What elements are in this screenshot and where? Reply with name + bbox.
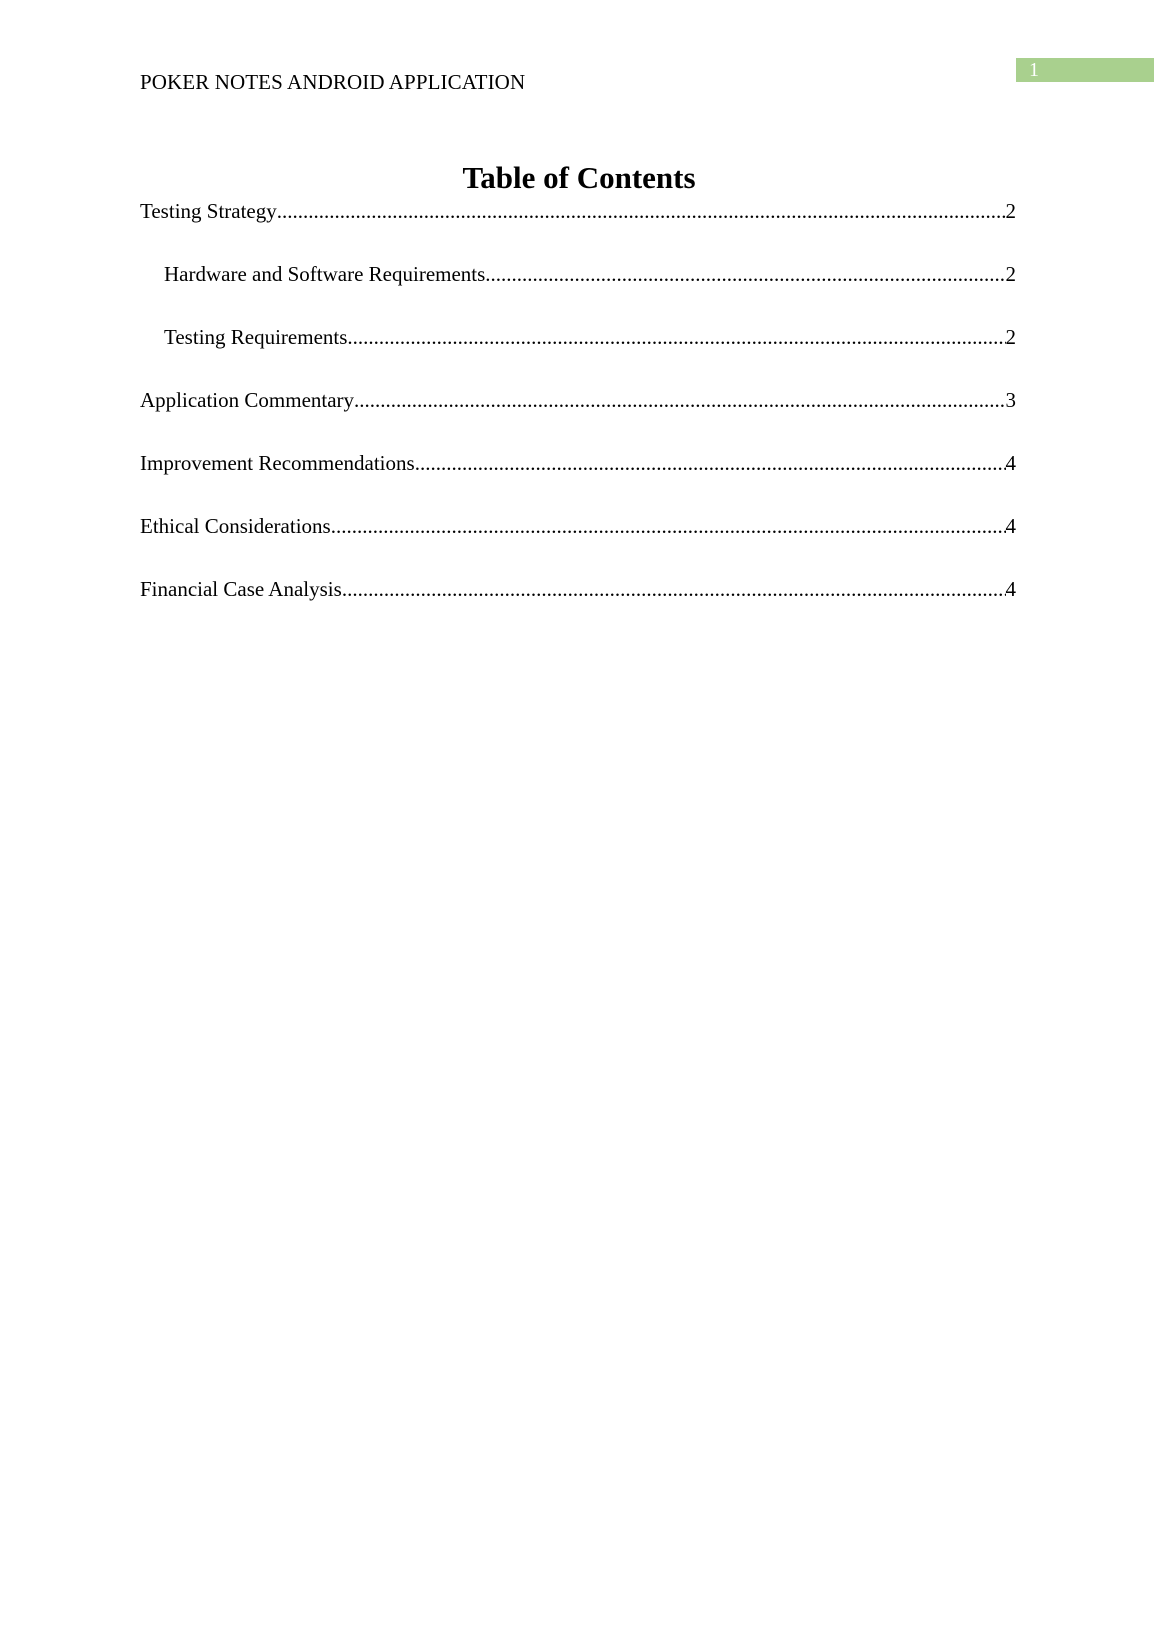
toc-entry-page: 2	[1005, 325, 1016, 349]
toc-entry-financial-case-analysis[interactable]	[140, 574, 1016, 604]
toc-entry-ethical-considerations[interactable]	[140, 511, 1016, 541]
toc-dot-leader	[331, 511, 1006, 541]
toc-entry-page: 3	[1005, 388, 1016, 412]
page-number-badge: 1	[1016, 58, 1154, 82]
toc-dot-leader	[354, 385, 1005, 415]
toc-entry-label: Testing Requirements	[164, 325, 348, 349]
toc-entry-page: 2	[1005, 262, 1016, 286]
toc-entry-label: Improvement Recommendations	[140, 451, 415, 475]
running-head: POKER NOTES ANDROID APPLICATION	[140, 70, 526, 94]
toc-entry-page: 2	[1005, 199, 1016, 223]
toc-entry-page: 4	[1005, 451, 1016, 475]
toc-entry-label: Hardware and Software Requirements	[164, 262, 486, 286]
toc-entry-testing-requirements[interactable]	[164, 322, 1016, 352]
toc-entry-hardware-software-requirements[interactable]	[164, 259, 1016, 289]
toc-dot-leader	[342, 574, 1006, 604]
toc-entry-page: 4	[1005, 514, 1016, 538]
toc-entry-testing-strategy[interactable]	[140, 196, 1016, 226]
toc-entry-label: Application Commentary	[140, 388, 355, 412]
toc-title: Table of Contents	[462, 160, 696, 195]
toc-dot-leader	[415, 448, 1006, 478]
toc-entry-label: Testing Strategy	[140, 199, 277, 223]
toc-entry-label: Ethical Considerations	[140, 514, 331, 538]
toc-entry-page: 4	[1005, 577, 1016, 601]
toc-entry-label: Financial Case Analysis	[140, 577, 342, 601]
toc-dot-leader	[277, 196, 1006, 226]
toc-entry-application-commentary[interactable]	[140, 385, 1016, 415]
toc-entry-improvement-recommendations[interactable]	[140, 448, 1016, 478]
toc-dot-leader	[485, 259, 1005, 289]
toc-dot-leader	[347, 322, 1005, 352]
